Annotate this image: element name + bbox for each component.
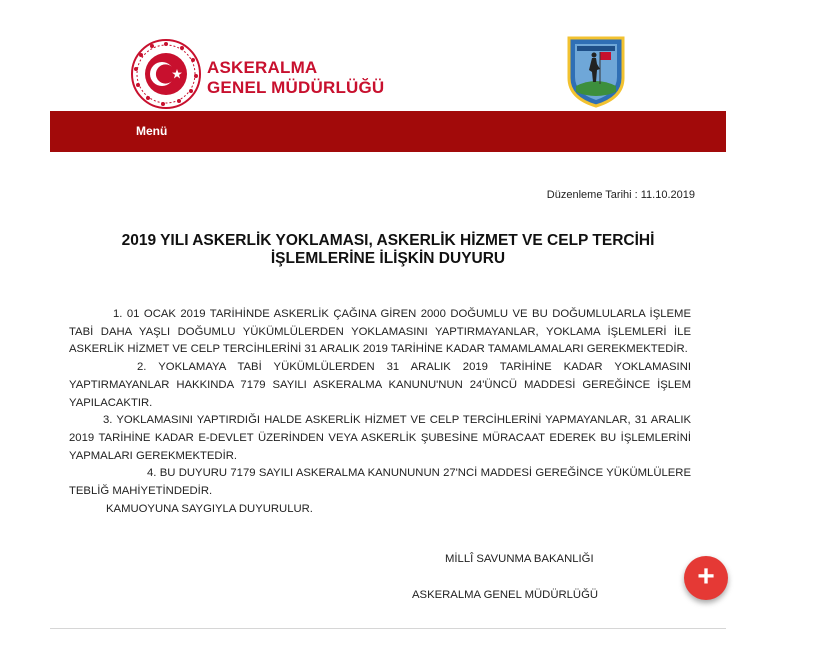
paragraph-4: 4. BU DUYURU 7179 SAYILI ASKERALMA KANUNUNUN 27'NCİ MADDESİ GEREĞİNCE YÜKÜMLÜLERE TEBLİĞ MAHİYETİNDEDİR.	[69, 467, 691, 498]
footer-divider	[50, 628, 726, 629]
title-line-2: İŞLEMLERİNE İLİŞKİN DUYURU	[270, 250, 506, 267]
closing-line: KAMUOYUNA SAYGIYLA DUYURULUR.	[106, 502, 313, 515]
floating-add-button[interactable]	[684, 556, 728, 600]
brand-name[interactable]	[207, 58, 384, 98]
paragraph-1: 1. 01 OCAK 2019 TARİHİNDE ASKERLİK ÇAĞINA GİREN 2000 DOĞUMLU VE BU DOĞUMLULARLA İŞLEME TABİ DAHA YAŞLI DOĞUMLU YÜKÜMLÜLERDEN YOKLAMASINI YAPTIRMAYANLAR, YOKLAMA İŞLEMLERİ İLE ASKERLİK HİZMET VE CELP TERCİHLERİNİ 31 ARALIK 2019 TARİHİNE KADAR TAMAMLAMALARI GEREKMEKTEDİR.	[69, 308, 691, 356]
main-nav-bar	[50, 111, 726, 152]
soldier-crest-emblem-icon[interactable]	[566, 36, 626, 108]
signature-directorate: ASKERALMA GENEL MÜDÜRLÜĞÜ	[412, 589, 599, 601]
signature-ministry: MİLLÎ SAVUNMA BAKANLIĞI	[445, 553, 594, 565]
paragraph-3: 3. YOKLAMASINI YAPTIRDIĞI HALDE ASKERLİK HİZMET VE CELP TERCİHLERİNİ YAPMAYANLAR, 31 ARALIK 2019 TARİHİNE KADAR E-DEVLET ÜZERİNDEN VEYA ASKERLİK ŞUBESİNE MÜRACAAT EDEREK BU İŞLEMLERİNİ YAPMALARI GEREKMEKTEDİR.	[69, 414, 691, 462]
menu-button[interactable]: Menü	[136, 124, 168, 138]
plus-icon: +	[697, 560, 715, 593]
title-line-1: 2019 YILI ASKERLİK YOKLAMASI, ASKERLİK HİZMET VE CELP TERCİHİ	[121, 232, 655, 249]
paragraph-2: 2. YOKLAMAYA TABİ YÜKÜMLÜLERDEN 31 ARALIK 2019 TARİHİNE KADAR YOKLAMASINI YAPTIRMAYANLAR HAKKINDA 7179 SAYILI ASKERALMA KANUNU'NUN 24'ÜNCÜ MADDESİ GEREĞİNCE İŞLEM YAPILACAKTIR.	[69, 361, 691, 409]
star-crescent-emblem-icon[interactable]	[130, 38, 202, 110]
brand-line-2: GENEL MÜDÜRLÜĞÜ	[207, 78, 385, 97]
brand-line-1: ASKERALMA	[207, 58, 318, 77]
announcement-body	[69, 306, 691, 518]
announcement-title	[50, 232, 726, 268]
site-header	[0, 0, 816, 111]
edit-date: Düzenleme Tarihi : 11.10.2019	[546, 189, 695, 201]
